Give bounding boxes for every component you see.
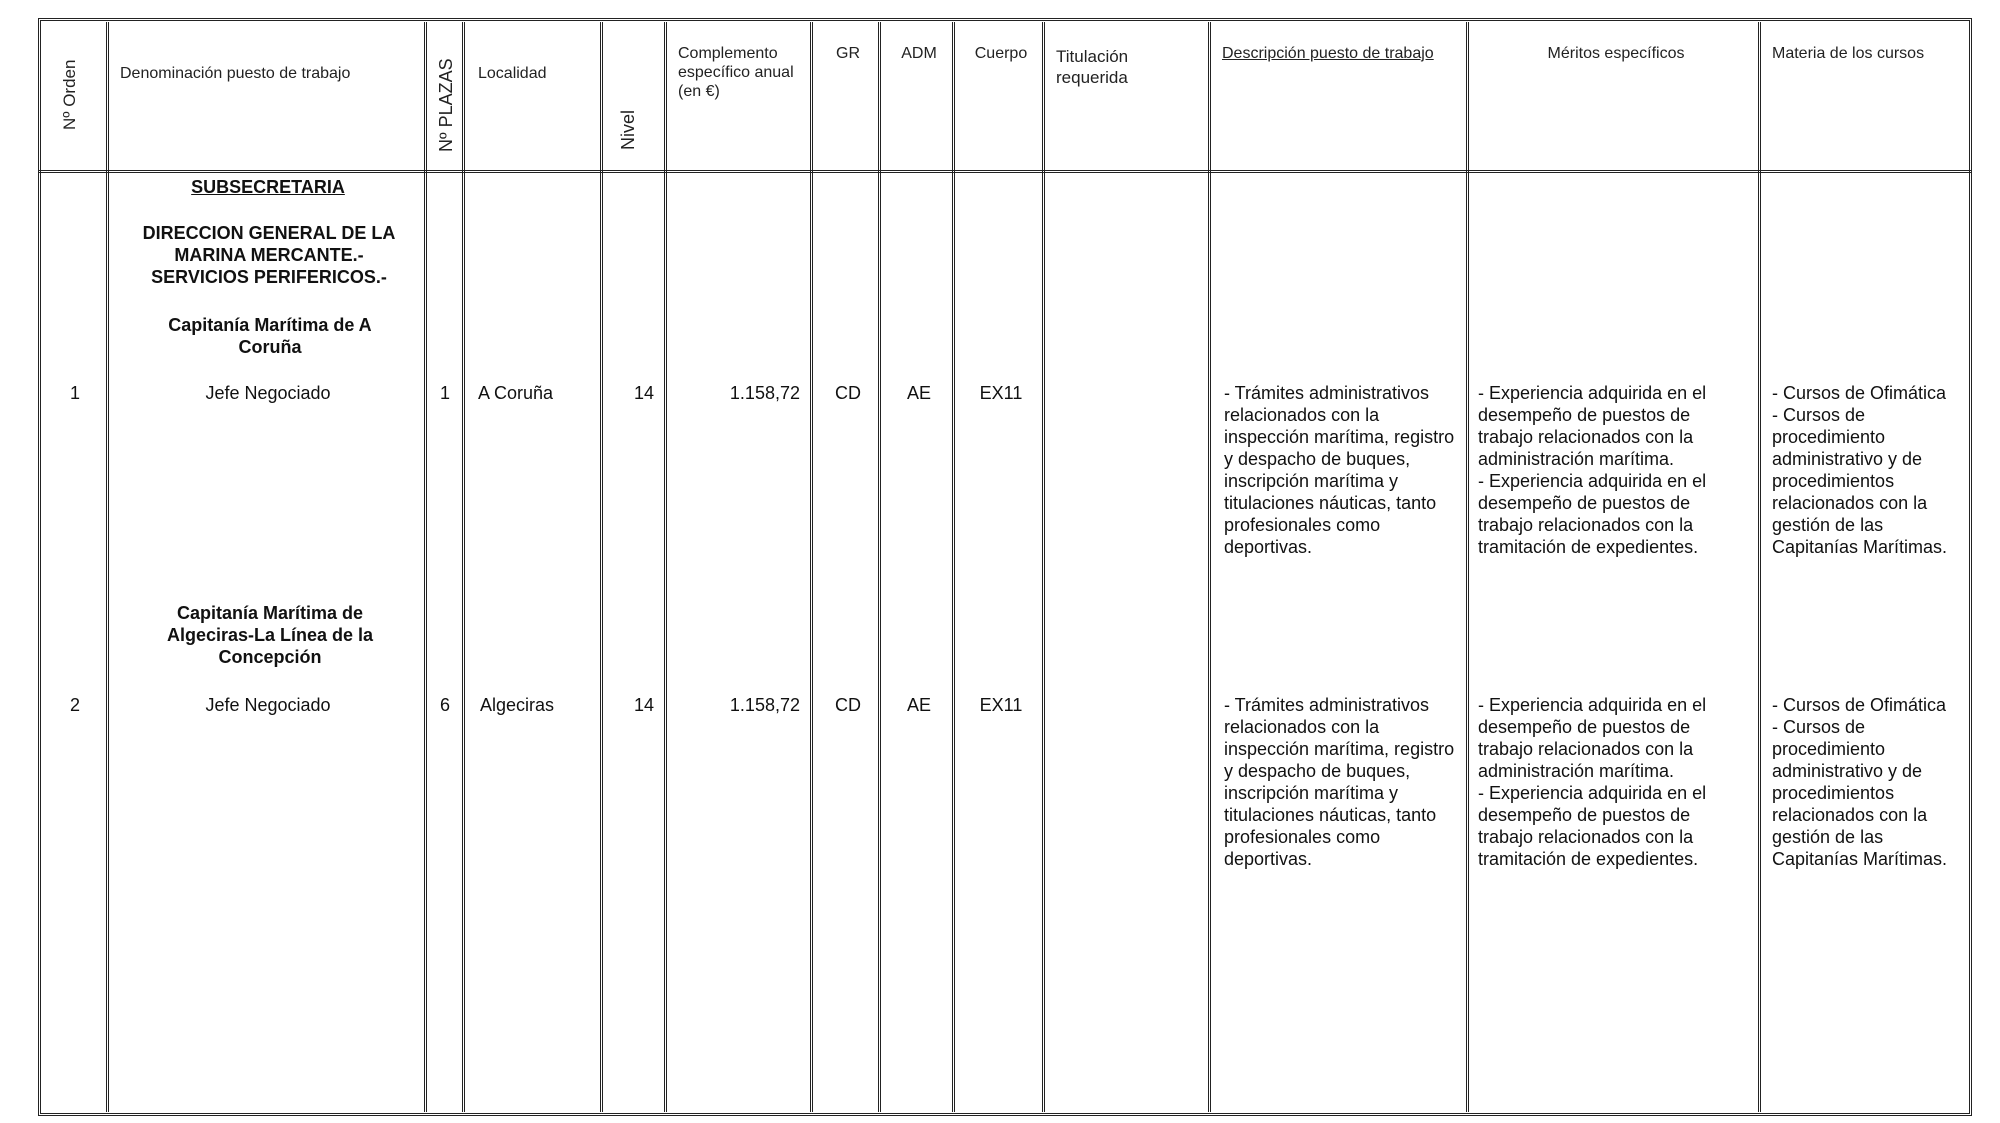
header-titulacion: Titulación requerida	[1056, 47, 1129, 87]
col-divider	[664, 22, 672, 1112]
col-divider	[1042, 22, 1050, 1112]
row1-plazas: 1	[439, 383, 450, 403]
row2-cuerpo: EX11	[979, 695, 1023, 715]
row2-localidad: Algeciras	[480, 695, 555, 715]
section-capitania-coruna: Capitanía Marítima de A Coruña	[168, 315, 372, 357]
row2-nivel: 14	[633, 695, 654, 715]
header-gr: GR	[836, 45, 860, 62]
section-subsecretaria: SUBSECRETARIA	[191, 177, 345, 197]
row1-descripcion: - Trámites administrativos relacionados con la inspección marítima, registro y despacho de buques, inscripción marítima y titulaciones náuticas, tanto profesionales como deportivas.	[1224, 383, 1455, 557]
col-divider	[462, 22, 470, 1112]
row1-denominacion: Jefe Negociado	[205, 383, 331, 403]
row1-nivel: 14	[633, 383, 654, 403]
row2-plazas: 6	[439, 695, 450, 715]
row1-complemento: 1.158,72	[729, 383, 800, 403]
col-divider	[878, 22, 886, 1112]
header-localidad: Localidad	[478, 65, 547, 82]
row1-orden: 1	[69, 383, 80, 403]
header-plazas: Nº PLAZAS	[436, 58, 456, 152]
col-divider	[952, 22, 960, 1112]
col-divider	[424, 22, 432, 1112]
row1-localidad: A Coruña	[478, 383, 554, 403]
row2-gr: CD	[835, 695, 861, 715]
row1-materia: - Cursos de Ofimática - Cursos de procedimiento administrativo y de procedimientos relacionados con la gestión de las Capitanías Marítimas.	[1772, 383, 1948, 557]
col-divider	[106, 22, 114, 1112]
row1-meritos: - Experiencia adquirida en el desempeño de puestos de trabajo relacionados con la administración marítima. - Experiencia adquirida en el desempeño de puestos de trabajo relacionados con la tramitación de expedientes.	[1478, 383, 1707, 557]
header-nivel: Nivel	[618, 109, 638, 150]
header-adm: ADM	[901, 45, 937, 62]
header-complemento: Complemento específico anual (en €)	[678, 45, 794, 100]
col-divider	[1758, 22, 1766, 1112]
header-meritos: Méritos específicos	[1547, 45, 1685, 62]
section-capitania-algeciras: Capitanía Marítima de Algeciras-La Línea de la Concepción	[166, 603, 374, 667]
row2-complemento: 1.158,72	[729, 695, 800, 715]
col-divider	[1208, 22, 1216, 1112]
row1-gr: CD	[835, 383, 861, 403]
col-divider	[1466, 22, 1474, 1112]
row2-materia: - Cursos de Ofimática - Cursos de procedimiento administrativo y de procedimientos relacionados con la gestión de las Capitanías Marítimas.	[1772, 695, 1948, 869]
row2-orden: 2	[69, 695, 80, 715]
header-materia: Materia de los cursos	[1772, 45, 1925, 62]
header-orden: Nº Orden	[60, 59, 79, 130]
row2-adm: AE	[906, 695, 931, 715]
row2-denominacion: Jefe Negociado	[205, 695, 331, 715]
section-direccion: DIRECCION GENERAL DE LA MARINA MERCANTE.- SERVICIOS PERIFERICOS.-	[142, 223, 396, 287]
header-denominacion: Denominación puesto de trabajo	[120, 65, 351, 82]
row1-cuerpo: EX11	[979, 383, 1023, 403]
row2-meritos: - Experiencia adquirida en el desempeño de puestos de trabajo relacionados con la administración marítima. - Experiencia adquirida en el desempeño de puestos de trabajo relacionados con la tramitación de expedientes.	[1478, 695, 1707, 869]
col-divider	[600, 22, 608, 1112]
row1-adm: AE	[906, 383, 931, 403]
header-descripcion: Descripción puesto de trabajo	[1222, 45, 1434, 62]
header-cuerpo: Cuerpo	[974, 45, 1028, 62]
col-divider	[810, 22, 818, 1112]
row2-descripcion: - Trámites administrativos relacionados con la inspección marítima, registro y despacho de buques, inscripción marítima y titulaciones náuticas, tanto profesionales como deportivas.	[1224, 695, 1455, 869]
